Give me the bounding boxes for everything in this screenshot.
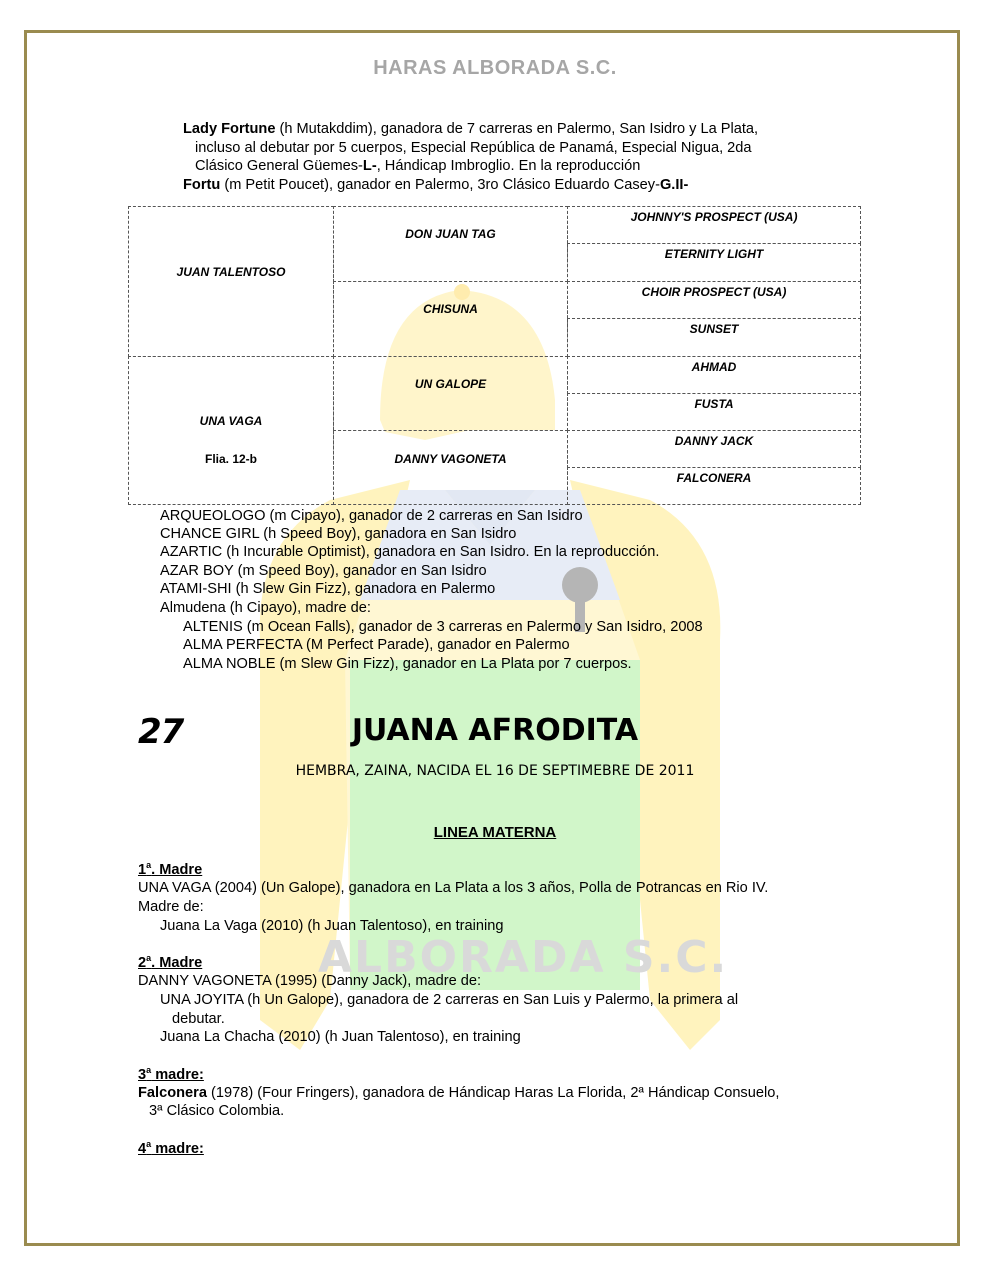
pedigree-g3: SUNSET	[567, 318, 861, 357]
madre2-heading: 2$^a$. Madre	[138, 953, 203, 971]
pedigree-family: Flia. 12-b	[204, 452, 257, 466]
pedigree-g3: ETERNITY LIGHT	[567, 243, 861, 282]
produce-subitem: ALMA NOBLE (m Slew Gin Fizz), ganador en La Plata por 7 cuerpos.	[183, 656, 632, 672]
page-header: HARAS ALBORADA S.C.	[373, 57, 617, 79]
top-line: Lady Fortune (h Mutakddim), ganadora de 7 carreras en Palermo, San Isidro y La Plata,	[183, 121, 759, 137]
madre1-heading: 1$^a$. Madre	[138, 860, 203, 878]
pedigree-sire-dam: CHISUNA	[333, 281, 568, 357]
produce-item: Almudena (h Cipayo), madre de:	[160, 600, 371, 616]
madre3-cont: 3ª Clásico Colombia.	[149, 1103, 285, 1119]
pedigree-g3: DANNY JACK	[567, 430, 861, 468]
pedigree-g3: JOHNNY'S PROSPECT (USA)	[567, 206, 861, 244]
lot-number: 27	[138, 712, 184, 752]
pedigree-g3: FALCONERA	[567, 467, 861, 505]
produce-subitem: ALMA PERFECTA (M Perfect Parade), ganador en Palermo	[183, 637, 570, 653]
madre2-indent: Juana La Chacha (2010) (h Juan Talentoso), en training	[160, 1029, 521, 1045]
produce-item: ATAMI-SHI (h Slew Gin Fizz), ganadora en Palermo	[160, 581, 496, 597]
madre2-indent: debutar.	[172, 1011, 225, 1027]
pedigree-g3: AHMAD	[567, 356, 861, 394]
madre2-line: DANNY VAGONETA (1995) (Danny Jack), madre de:	[138, 973, 482, 989]
produce-subitem: ALTENIS (m Ocean Falls), ganador de 3 carreras en Palermo y San Isidro, 2008	[183, 619, 703, 635]
pedigree-g3: FUSTA	[567, 393, 861, 431]
pedigree-dam: UNA VAGA Flia. 12-b	[128, 356, 334, 505]
linea-materna-heading: LINEA MATERNA	[433, 824, 557, 841]
madre3-line: Falconera (1978) (Four Fringers), ganadora de Hándicap Haras La Florida, 2ª Hándicap Consuelo,	[138, 1085, 780, 1101]
horse-subtitle: HEMBRA, ZAINA, NACIDA EL 16 DE SEPTIMEBRE DE 2011	[295, 763, 695, 779]
produce-item: ARQUEOLOGO (m Cipayo), ganador de 2 carreras en San Isidro	[160, 508, 583, 524]
top-line: Fortu (m Petit Poucet), ganador en Palermo, 3ro Clásico Eduardo Casey-G.II-	[183, 177, 689, 193]
pedigree-dam-dam: DANNY VAGONETA	[333, 430, 568, 505]
top-line: Clásico General Güemes-L-, Hándicap Imbroglio. En la reproducción	[195, 158, 641, 174]
madre1-indent: Juana La Vaga (2010) (h Juan Talentoso), en training	[160, 918, 504, 934]
pedigree-sire: JUAN TALENTOSO	[128, 206, 334, 357]
madre1-line: Madre de:	[138, 899, 204, 915]
top-line: incluso al debutar por 5 cuerpos, Especial República de Panamá, Especial Nigua, 2da	[195, 140, 752, 156]
produce-item: CHANCE GIRL (h Speed Boy), ganadora en San Isidro	[160, 526, 517, 542]
madre2-indent: UNA JOYITA (h Un Galope), ganadora de 2 carreras en San Luis y Palermo, la primera al	[160, 992, 739, 1008]
pedigree-sire-sire: DON JUAN TAG	[333, 206, 568, 282]
madre4-heading: 4$^a$ madre:	[138, 1139, 204, 1157]
produce-item: AZARTIC (h Incurable Optimist), ganadora en San Isidro. En la reproducción.	[160, 544, 660, 560]
produce-item: AZAR BOY (m Speed Boy), ganador en San Isidro	[160, 563, 487, 579]
madre1-line: UNA VAGA (2004) (Un Galope), ganadora en La Plata a los 3 años, Polla de Potrancas en Rio IV.	[138, 880, 769, 896]
pedigree-table	[128, 206, 861, 505]
madre3-heading: 3$^a$ madre:	[138, 1065, 204, 1083]
horse-name: JUANA AFRODITA	[351, 713, 639, 748]
pedigree-dam-sire: UN GALOPE	[333, 356, 568, 431]
pedigree-g3: CHOIR PROSPECT (USA)	[567, 281, 861, 319]
watermark-text: ALBORADA S.C.	[318, 932, 729, 983]
